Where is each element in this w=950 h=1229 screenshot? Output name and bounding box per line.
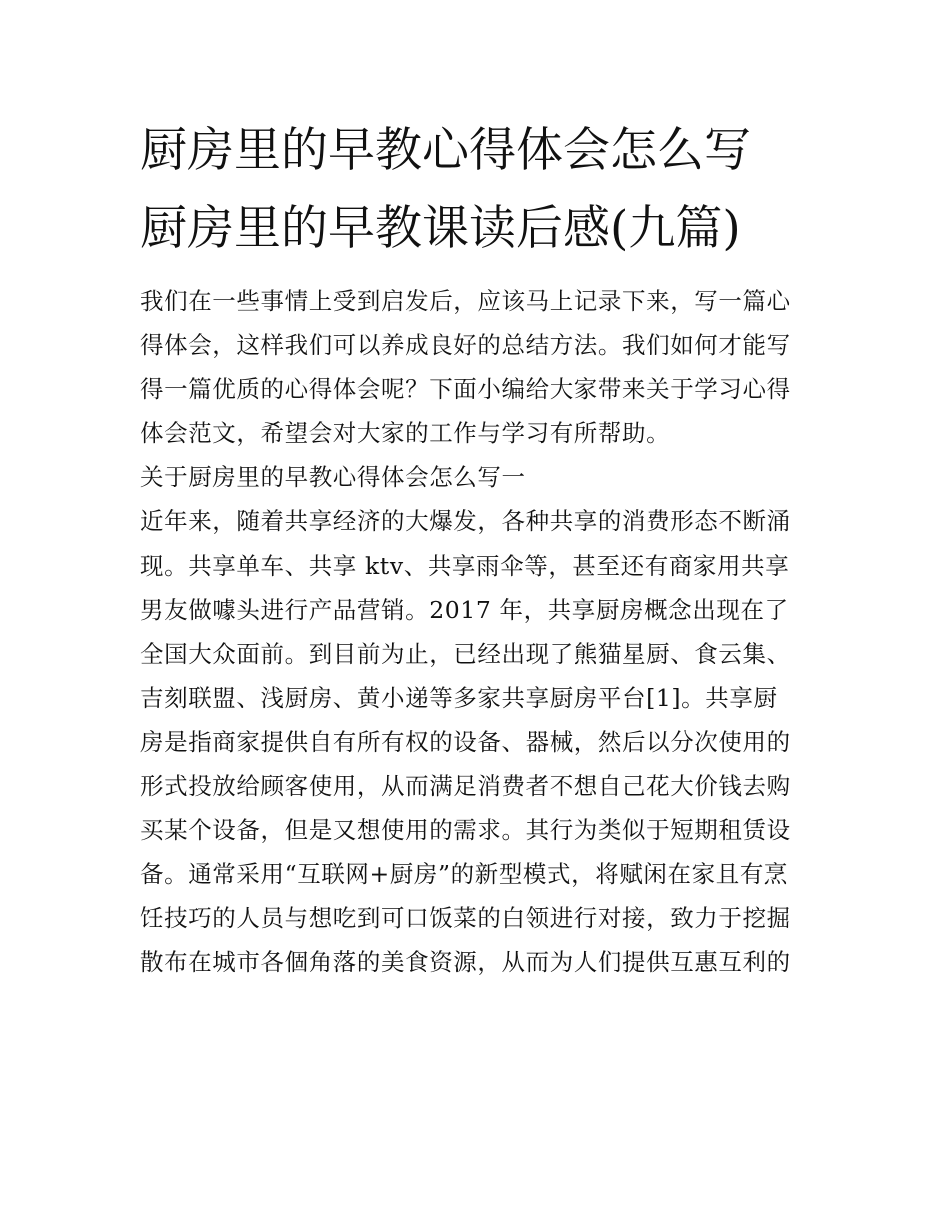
intro-line-4: 体会范文，希望会对大家的工作与学习有所帮助。 bbox=[140, 419, 671, 448]
body-line-6: 房是指商家提供自有所有权的设备、器械，然后以分次使用的 bbox=[140, 727, 791, 756]
body-line-5: 吉刻联盟、浅厨房、黄小递等多家共享厨房平台[1]。共享厨 bbox=[140, 683, 778, 712]
body-line-10: 饪技巧的人员与想吃到可口饭菜的白领进行对接，致力于挖掘 bbox=[140, 904, 791, 933]
title-line-1: 厨房里的早教心得体会怎么写 bbox=[140, 123, 751, 178]
title-line-2: 厨房里的早教课读后感(九篇) bbox=[140, 201, 741, 256]
document-title bbox=[140, 112, 820, 268]
body-line-3: 男友做噱头进行产品营销。2017 年，共享厨房概念出现在了 bbox=[140, 595, 789, 624]
body-line-11: 散布在城市各個角落的美食资源，从而为人们提供互惠互利的 bbox=[140, 948, 791, 977]
intro-line-3: 得一篇优质的心得体会呢？下面小编给大家带来关于学习心得 bbox=[140, 375, 791, 404]
intro-line-2: 得体会，这样我们可以养成良好的总结方法。我们如何才能写 bbox=[140, 331, 791, 360]
body-line-2: 现。共享单车、共享 ktv、共享雨伞等，甚至还有商家用共享 bbox=[140, 551, 790, 580]
body-line-8: 买某个设备，但是又想使用的需求。其行为类似于短期租赁设 bbox=[140, 816, 791, 845]
document-body bbox=[140, 279, 820, 985]
section-heading: 关于厨房里的早教心得体会怎么写一 bbox=[140, 463, 526, 492]
body-line-7: 形式投放给顾客使用，从而满足消费者不想自己花大价钱去购 bbox=[140, 772, 791, 801]
body-line-4: 全国大众面前。到目前为止，已经出现了熊猫星厨、食云集、 bbox=[140, 639, 791, 668]
body-line-9: 备。通常采用“互联网+厨房”的新型模式，将赋闲在家且有烹 bbox=[140, 860, 789, 889]
intro-line-1: 我们在一些事情上受到启发后，应该马上记录下来，写一篇心 bbox=[140, 287, 791, 315]
body-line-1: 近年来，随着共享经济的大爆发，各种共享的消费形态不断涌 bbox=[140, 507, 791, 536]
